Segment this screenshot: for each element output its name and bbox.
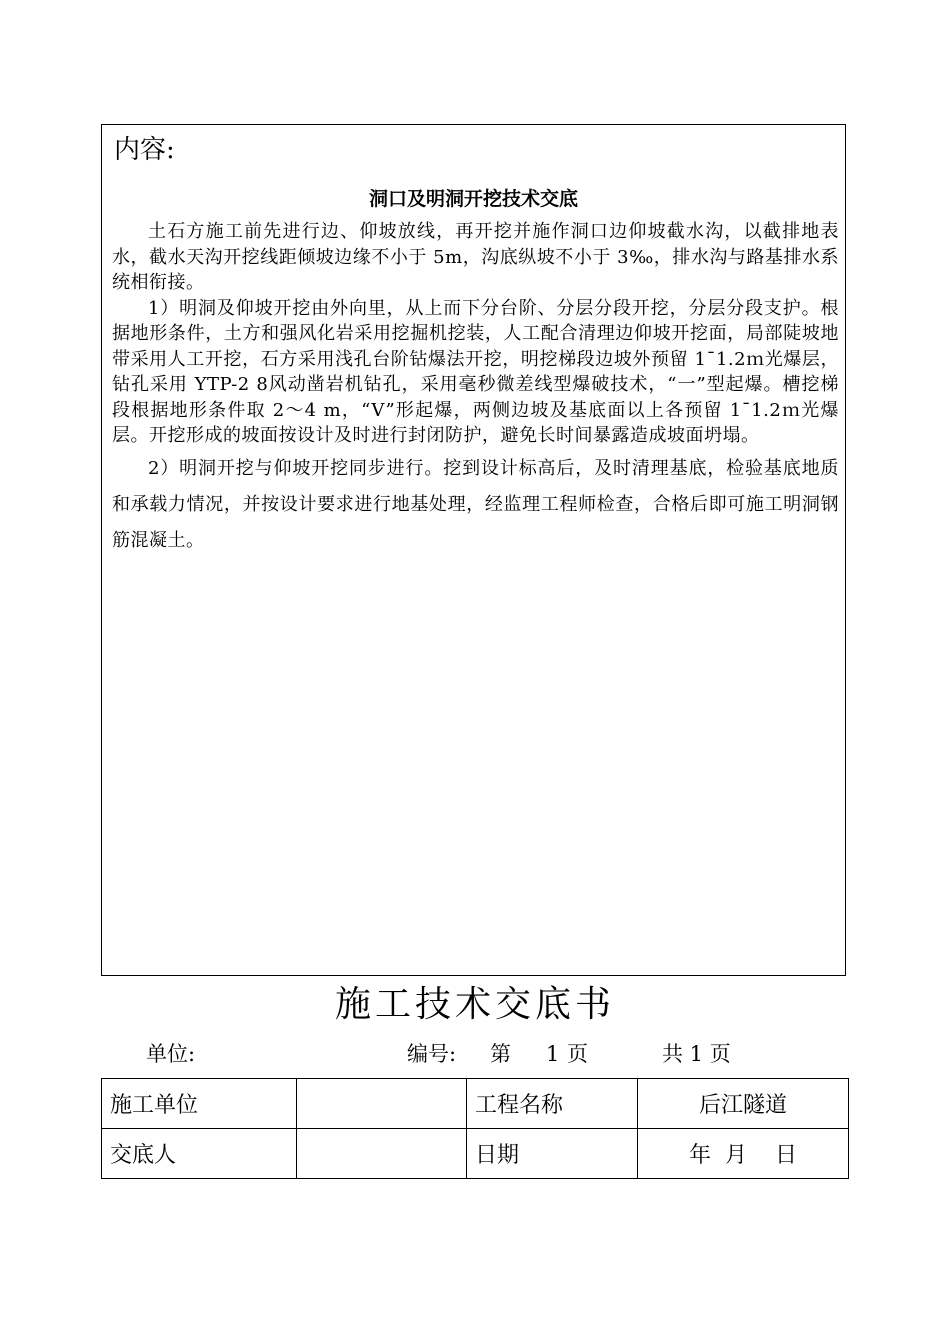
- project-name-value: 后江隧道: [638, 1079, 849, 1129]
- document-title: 洞口及明洞开挖技术交底: [368, 188, 578, 210]
- total-pages: 共 1 页: [662, 1042, 731, 1066]
- content-label: 内容:: [114, 135, 175, 165]
- page-number: 1: [546, 1042, 560, 1066]
- construction-unit-label: 施工单位: [102, 1079, 297, 1129]
- content-box: [101, 124, 846, 976]
- body-text: [112, 219, 839, 559]
- page-suffix: 页: [567, 1042, 588, 1066]
- serial-label: 编号:: [407, 1042, 457, 1066]
- presenter-label: 交底人: [102, 1129, 297, 1179]
- paragraph-step-2: 2）明洞开挖与仰坡开挖同步进行。挖到设计标高后，及时清理基底，检验基底地质和承载力情况，并按设计要求进行地基处理，经监理工程师检查，合格后即可施工明洞钢筋混凝土。: [112, 457, 839, 551]
- date-label: 日期: [467, 1129, 638, 1179]
- project-name-label: 工程名称: [467, 1079, 638, 1129]
- page-prefix: 第: [490, 1042, 511, 1066]
- table-row: [102, 1079, 849, 1129]
- form-title: 施工技术交底书: [334, 984, 615, 1025]
- table-row: [102, 1129, 849, 1179]
- info-table: [101, 1078, 849, 1179]
- paragraph-step-1: 1）明洞及仰坡开挖由外向里，从上而下分台阶、分层分段开挖，分层分段支护。根据地形条件，土方和强风化岩采用挖掘机挖装，人工配合清理边仰坡开挖面，局部陡坡地带采用人工开挖，石方采用浅孔台阶钻爆法开挖，明挖梯段边坡外预留 1ˉ1.2ｍ光爆层，钻孔采用 YTP-2 8风动凿岩机钻孔，采用毫秒微差线型爆破技术，“一”型起爆。槽挖梯段根据地形条件取 2～4 m，“V”形起爆，两侧边坡及基底面以上各预留 1ˉ1.2ｍ光爆层。开挖形成的坡面按设计及时进行封闭防护，避免长时间暴露造成坡面坍塌。: [112, 297, 839, 446]
- construction-unit-value: [297, 1079, 467, 1129]
- date-value: 年 月 日: [638, 1129, 849, 1179]
- unit-label: 单位:: [146, 1042, 196, 1066]
- presenter-value: [297, 1129, 467, 1179]
- paragraph-intro: 土石方施工前先进行边、仰坡放线，再开挖并施作洞口边仰坡截水沟，以截排地表水，截水天沟开挖线距倾坡边缘不小于 5m，沟底纵坡不小于 3‰，排水沟与路基排水系统相衔接。: [112, 221, 839, 293]
